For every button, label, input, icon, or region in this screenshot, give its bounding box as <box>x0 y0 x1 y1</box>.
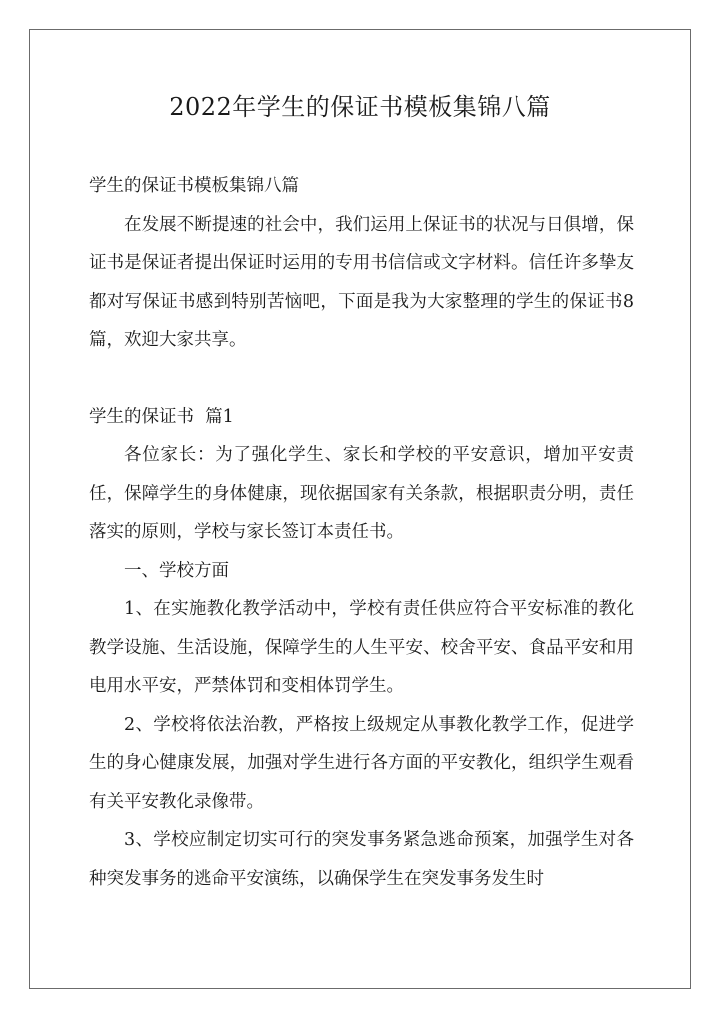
paragraph-gap <box>89 360 634 398</box>
section-heading: 学生的保证书 篇1 <box>89 406 234 427</box>
document-body <box>89 167 634 898</box>
document-subtitle: 学生的保证书模板集锦八篇 <box>89 176 299 196</box>
document-title: 2022年学生的保证书模板集锦八篇 <box>169 93 551 121</box>
body-paragraph: 1、在实施教化教学活动中，学校有责任供应符合平安标准的教化教学设施、生活设施，保障学生的人生平安、校舍平安、食品平安和用电用水平安，严禁体罚和变相体罚学生。 <box>89 599 634 696</box>
body-paragraph: 各位家长：为了强化学生、家长和学校的平安意识，增加平安责任，保障学生的身体健康，现依据国家有关条款，根据职责分明，责任落实的原则，学校与家长签订本责任书。 <box>89 445 634 542</box>
body-paragraph: 3、学校应制定切实可行的突发事务紧急逃命预案，加强学生对各种突发事务的逃命平安演练，以确保学生在突发事务发生时 <box>89 830 634 889</box>
body-paragraph: 2、学校将依法治教，严格按上级规定从事教化教学工作，促进学生的身心健康发展，加强对学生进行各方面的平安教化，组织学生观看有关平安教化录像带。 <box>89 714 634 812</box>
school-section-heading: 一、学校方面 <box>124 560 229 581</box>
intro-paragraph: 在发展不断提速的社会中，我们运用上保证书的状况与日俱增，保证书是保证者提出保证时运用的专用书信信或文字材料。信任许多挚友都对写保证书感到特别苦恼吧，下面是我为大家整理的学生的保证书8篇，欢迎大家共享。 <box>89 214 634 350</box>
